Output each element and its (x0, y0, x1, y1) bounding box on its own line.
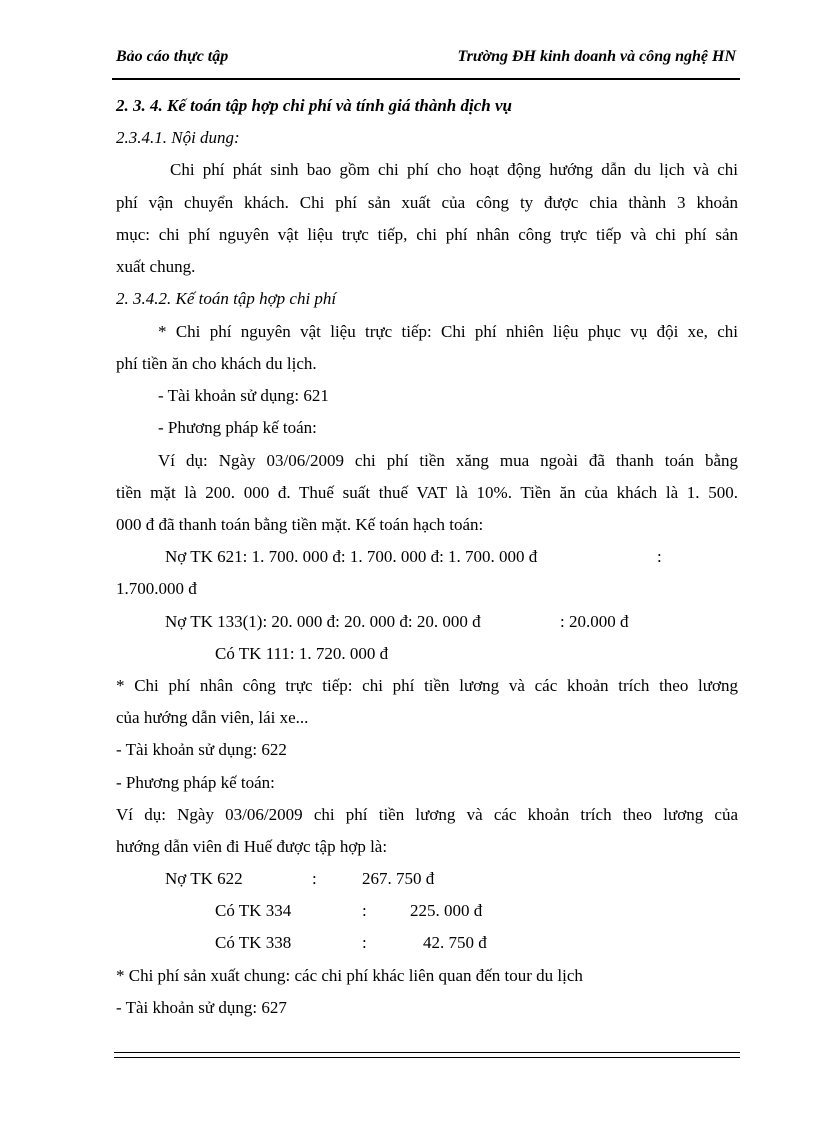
footer-rule (114, 1052, 740, 1058)
journal-entry-separator: : (657, 547, 662, 566)
paragraph-line: của hướng dẫn viên, lái xe... (116, 708, 309, 727)
header-left: Bảo cáo thực tập (116, 48, 229, 65)
journal-entry-total: 1.700.000 đ (116, 579, 197, 598)
paragraph-line: phí tiền ăn cho khách du lịch. (116, 354, 317, 373)
account-line: - Tài khoản sử dụng: 622 (116, 740, 287, 759)
journal-amount: 42. 750 đ (423, 933, 487, 952)
journal-entry-total: : 20.000 đ (560, 612, 629, 631)
journal-account: Có TK 338 (215, 933, 292, 952)
subsection-content-heading: 2.3.4.1. Nội dung: (116, 128, 240, 147)
method-line: - Phương pháp kế toán: (158, 418, 317, 437)
paragraph-line: Chi phí phát sinh bao gồm chi phí cho hoạt động hướng dẫn du lịch và chi (170, 160, 738, 179)
journal-entry-line: Có TK 111: 1. 720. 000 đ (215, 644, 389, 663)
journal-account: Nợ TK 622 (165, 869, 243, 888)
paragraph-line: mục: chi phí nguyên vật liệu trực tiếp, chi phí nhân công trực tiếp và chi phí sản (116, 225, 738, 244)
example-line: hướng dẫn viên đi Huế được tập hợp là: (116, 837, 388, 856)
paragraph-line: * Chi phí nguyên vật liệu trực tiếp: Chi phí nhiên liệu phục vụ đội xe, chi (158, 322, 738, 341)
example-line: tiền mặt là 200. 000 đ. Thuế suất thuế VAT là 10%. Tiền ăn của khách là 1. 500. (116, 483, 738, 502)
header-right: Trường ĐH kinh doanh và công nghệ HN (457, 48, 736, 65)
header-rule (112, 78, 740, 80)
subsection-cost-heading: 2. 3.4.2. Kế toán tập hợp chi phí (116, 289, 337, 308)
example-line: 000 đ đã thanh toán bằng tiền mặt. Kế toán hạch toán: (116, 515, 484, 534)
paragraph-line: phí vận chuyển khách. Chi phí sản xuất của công ty được chia thành 3 khoản (116, 193, 738, 212)
journal-separator: : (362, 901, 367, 920)
journal-account: Có TK 334 (215, 901, 292, 920)
journal-entry-line: Nợ TK 133(1): 20. 000 đ: 20. 000 đ: 20. 000 đ (165, 612, 481, 631)
account-line: - Tài khoản sử dụng: 627 (116, 998, 287, 1017)
journal-separator: : (312, 869, 317, 888)
example-line: Ví dụ: Ngày 03/06/2009 chi phí tiền lương và các khoản trích theo lương của (116, 805, 738, 824)
paragraph-line: xuất chung. (116, 257, 196, 276)
journal-separator: : (362, 933, 367, 952)
section-title: 2. 3. 4. Kế toán tập hợp chi phí và tính giá thành dịch vụ (116, 96, 512, 115)
method-line: - Phương pháp kế toán: (116, 773, 275, 792)
paragraph-line: * Chi phí nhân công trực tiếp: chi phí tiền lương và các khoản trích theo lương (116, 676, 738, 695)
journal-amount: 267. 750 đ (362, 869, 435, 888)
journal-entry-line: Nợ TK 621: 1. 700. 000 đ: 1. 700. 000 đ: 1. 700. 000 đ (165, 547, 538, 566)
example-line: Ví dụ: Ngày 03/06/2009 chi phí tiền xăng mua ngoài đã thanh toán bằng (158, 451, 738, 470)
journal-amount: 225. 000 đ (410, 901, 483, 920)
paragraph-line: * Chi phí sản xuất chung: các chi phí khác liên quan đến tour du lịch (116, 966, 583, 985)
account-line: - Tài khoản sử dụng: 621 (158, 386, 329, 405)
